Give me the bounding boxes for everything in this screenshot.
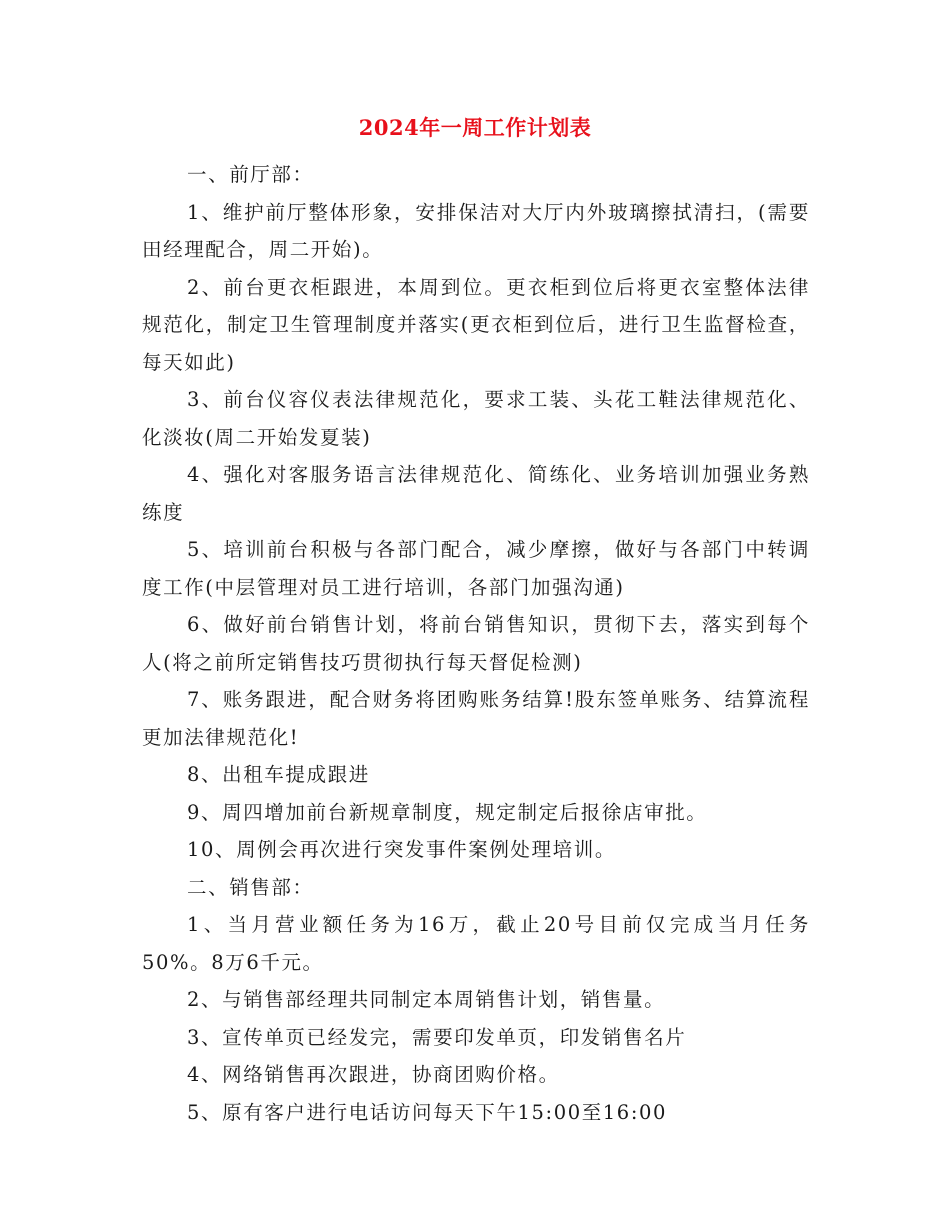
list-item: 3、前台仪容仪表法律规范化，要求工装、头花工鞋法律规范化、化淡妆(周二开始发夏装): [142, 388, 810, 449]
list-item: 5、原有客户进行电话访问每天下午15:00至16:00: [187, 1100, 667, 1124]
list-item: 1、当月营业额任务为16万，截止20号目前仅完成当月任务50%。8万6千元。: [142, 913, 810, 974]
list-item: 10、周例会再次进行突发事件案例处理培训。: [187, 838, 616, 861]
list-item: 4、网络销售再次跟进，协商团购价格。: [187, 1063, 560, 1086]
list-item: 5、培训前台积极与各部门配合，减少摩擦，做好与各部门中转调度工作(中层管理对员工进行培训，各部门加强沟通): [142, 538, 810, 599]
list-item: 2、前台更衣柜跟进，本周到位。更衣柜到位后将更衣室整体法律规范化，制定卫生管理制度并落实(更衣柜到位后，进行卫生监督检查，每天如此): [142, 275, 810, 374]
document-body: [142, 156, 810, 1131]
list-item: 9、周四增加前台新规章制度，规定制定后报徐店审批。: [187, 800, 708, 824]
list-item: 8、出租车提成跟进: [187, 763, 370, 786]
list-item: 4、强化对客服务语言法律规范化、简练化、业务培训加强业务熟练度: [142, 463, 810, 524]
section-heading-front-office: 一、前厅部：: [187, 163, 314, 186]
document-title: 2024年一周工作计划表: [358, 115, 592, 140]
list-item: 6、做好前台销售计划，将前台销售知识，贯彻下去，落实到每个人(将之前所定销售技巧贯彻执行每天督促检测): [142, 613, 810, 674]
list-item: 7、账务跟进，配合财务将团购账务结算!股东签单账务、结算流程更加法律规范化!: [142, 688, 810, 749]
list-item: 3、宣传单页已经发完，需要印发单页，印发销售名片: [187, 1025, 687, 1049]
list-item: 1、维护前厅整体形象，安排保洁对大厅内外玻璃擦拭清扫，(需要田经理配合，周二开始)。: [142, 200, 810, 261]
list-item: 2、与销售部经理共同制定本周销售计划，销售量。: [187, 988, 666, 1011]
section-heading-sales: 二、销售部：: [187, 875, 314, 899]
